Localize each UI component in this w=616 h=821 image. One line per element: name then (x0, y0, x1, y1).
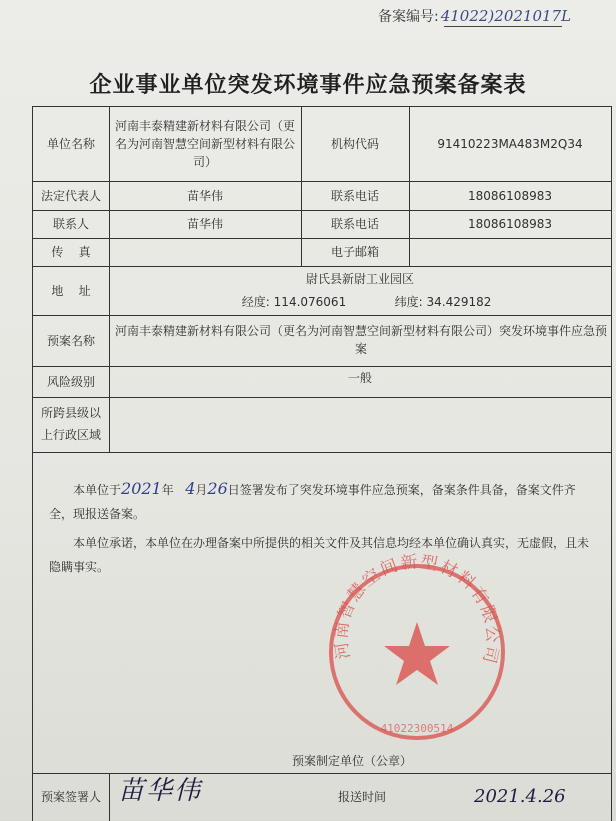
contact-phone-1-value: 18086108983 (468, 188, 552, 203)
filing-number-value: 41022)2021017L (440, 7, 572, 25)
latitude (373, 292, 513, 312)
contact-phone-2-value: 18086108983 (468, 217, 552, 231)
email-label: 电子邮箱 (330, 245, 379, 259)
legal-rep-value: 苗华伟 (186, 188, 223, 203)
org-code-label: 机构代码 (330, 137, 379, 151)
hand-month: 4 (185, 479, 196, 498)
contact-person-value: 苗华伟 (186, 217, 223, 231)
longitude (229, 292, 359, 312)
contact-phone-1-label: 联系电话 (330, 188, 379, 203)
statement-prefix: 本单位于 (73, 483, 122, 497)
month-unit: 月 (195, 483, 208, 497)
signer-label: 预案签署人 (40, 790, 101, 804)
fax-value (109, 238, 301, 266)
unit-name-value: 河南丰泰精建新材料有限公司（更名为河南智慧空间新型材料有限公司） (114, 119, 295, 169)
hand-day: 26 (207, 479, 228, 498)
plan-name-value: 河南丰泰精建新材料有限公司（更名为河南智慧空间新型材料有限公司）突发环境事件应急预案 (115, 324, 608, 356)
legal-rep-label: 法定代表人 (40, 188, 101, 203)
signer-signature: 苗华伟 (118, 776, 203, 806)
fax-label: 传 真 (51, 245, 91, 259)
statement-paragraph-2: 本单位承诺，本单位在办理备案中所提供的相关文件及其信息均经本单位确认真实，无虚假，且未隐瞒事实。 (49, 536, 590, 574)
contact-person-label: 联系人 (52, 217, 89, 231)
filing-number (378, 6, 571, 26)
official-seal (322, 540, 512, 750)
risk-level-value: 一般 (347, 371, 372, 385)
seal-label: 预案制定单位（公章） (292, 754, 413, 768)
statement-paragraph-1 (49, 477, 589, 526)
seal-number: 41022300514 (380, 722, 454, 735)
plan-name-label: 预案名称 (46, 333, 95, 348)
address-value: 尉氏县新尉工业园区 (305, 272, 414, 286)
seal-text: 河南智慧空间新型材料有限公司 (331, 552, 503, 668)
filing-number-underline (444, 26, 562, 27)
hand-year: 2021 (121, 479, 162, 498)
latitude-value: 34.429182 (426, 295, 492, 309)
cross-region-label: 所跨县级以上行政区域 (40, 406, 101, 442)
col-divider (109, 773, 110, 821)
row-divider (33, 266, 611, 267)
longitude-label: 经度: (241, 295, 270, 309)
year-unit: 年 (161, 483, 174, 497)
risk-level-label: 风险级别 (46, 374, 95, 389)
document-title: 企业事业单位突发环境事件应急预案备案表 (89, 73, 527, 98)
contact-phone-2-label: 联系电话 (330, 217, 379, 231)
submit-time-value: 2021.4.26 (474, 786, 566, 807)
row-divider (33, 315, 611, 316)
filing-number-label: 备案编号: (378, 9, 439, 25)
address-label: 地 址 (51, 283, 91, 298)
cross-region-value (109, 397, 611, 452)
unit-name-label: 单位名称 (46, 137, 95, 151)
submit-time-label: 报送时间 (338, 790, 387, 804)
seal-star-icon (384, 622, 450, 685)
longitude-value: 114.076061 (273, 295, 347, 309)
email-value (409, 238, 611, 266)
row-divider (33, 452, 611, 453)
org-code-value: 91410223MA483M2Q34 (437, 137, 583, 151)
latitude-label: 纬度: (394, 295, 423, 309)
statement-suffix: 日签署发布了突发环境事件应急预案，备案条件具备，备案文件齐全，现报送备案。 (49, 483, 576, 521)
